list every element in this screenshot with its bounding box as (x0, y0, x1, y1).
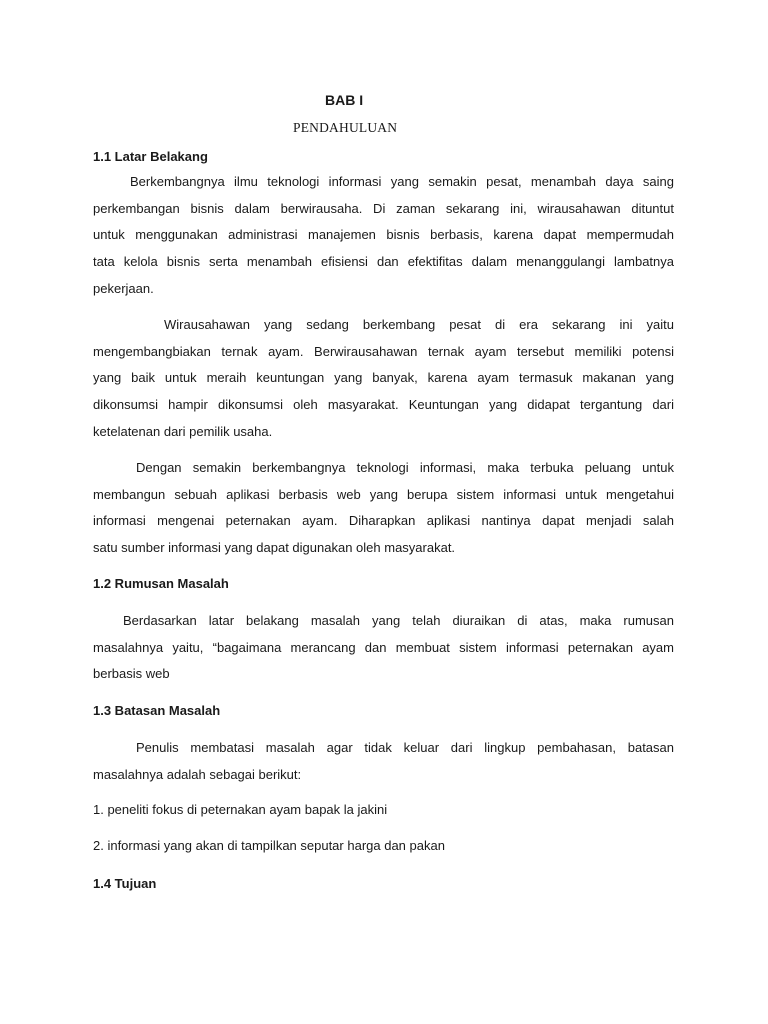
paragraph-line: satu sumber informasi yang dapat digunakan oleh masyarakat. (93, 540, 456, 556)
paragraph-rumusan-masalah (93, 608, 674, 688)
paragraph-line: Berdasarkan latar belakang masalah yang telah diuraikan di atas, maka rumusan (123, 613, 674, 628)
paragraph-line: ketelatenan dari pemilik usaha. (93, 423, 273, 439)
paragraph-line: membangun sebuah aplikasi berbasis web yang berupa sistem informasi untuk mengetahui (93, 486, 674, 502)
list-item: 2. informasi yang akan di tampilkan seputar harga dan pakan (93, 838, 445, 853)
paragraph-line: pekerjaan. (93, 280, 154, 296)
paragraph-line: mengembangbiakan ternak ayam. Berwirausahawan ternak ayam tersebut memiliki potensi (93, 343, 674, 359)
paragraph-line: Berkembangnya ilmu teknologi informasi yang semakin pesat, menambah daya saing (130, 174, 674, 189)
paragraph-line: berbasis web (93, 666, 170, 682)
paragraph-line: dikonsumsi hampir dikonsumsi oleh masyarakat. Keuntungan yang didapat tergantung dari (93, 397, 674, 413)
paragraph-line: masalahnya adalah sebagai berikut: (93, 766, 302, 782)
paragraph-batasan-masalah (93, 735, 674, 788)
paragraph-latar-belakang-3 (93, 455, 674, 562)
paragraph-line: Penulis membatasi masalah agar tidak keluar dari lingkup pembahasan, batasan (136, 740, 674, 755)
paragraph-latar-belakang-1 (93, 169, 674, 302)
paragraph-line: Wirausahawan yang sedang berkembang pesat di era sekarang ini yaitu (164, 317, 674, 332)
paragraph-line: untuk menggunakan administrasi manajemen bisnis berbasis, karena dapat mempermudah (93, 227, 674, 243)
section-heading-1-1: 1.1 Latar Belakang (93, 149, 208, 164)
paragraph-line: masalahnya yaitu, “bagaimana merancang dan membuat sistem informasi peternakan ayam (93, 639, 674, 655)
list-item: 1. peneliti fokus di peternakan ayam bapak la jakini (93, 802, 388, 817)
section-heading-1-2: 1.2 Rumusan Masalah (93, 576, 229, 591)
chapter-number: BAB I (325, 92, 364, 108)
paragraph-latar-belakang-2 (93, 312, 674, 445)
section-heading-1-4: 1.4 Tujuan (93, 876, 157, 891)
paragraph-line: tata kelola bisnis serta menambah efisiensi dan efektifitas dalam menanggulangi lambatnya (93, 254, 674, 270)
chapter-title: PENDAHULUAN (293, 120, 398, 135)
paragraph-line: perkembangan bisnis dalam berwirausaha. Di zaman sekarang ini, wirausahawan dituntut (93, 200, 674, 216)
paragraph-line: yang baik untuk meraih keuntungan yang banyak, karena ayam termasuk makanan yang (93, 370, 674, 386)
section-heading-1-3: 1.3 Batasan Masalah (93, 703, 221, 718)
paragraph-line: Dengan semakin berkembangnya teknologi informasi, maka terbuka peluang untuk (136, 460, 674, 475)
paragraph-line: informasi mengenai peternakan ayam. Diharapkan aplikasi nantinya dapat menjadi salah (93, 513, 674, 529)
